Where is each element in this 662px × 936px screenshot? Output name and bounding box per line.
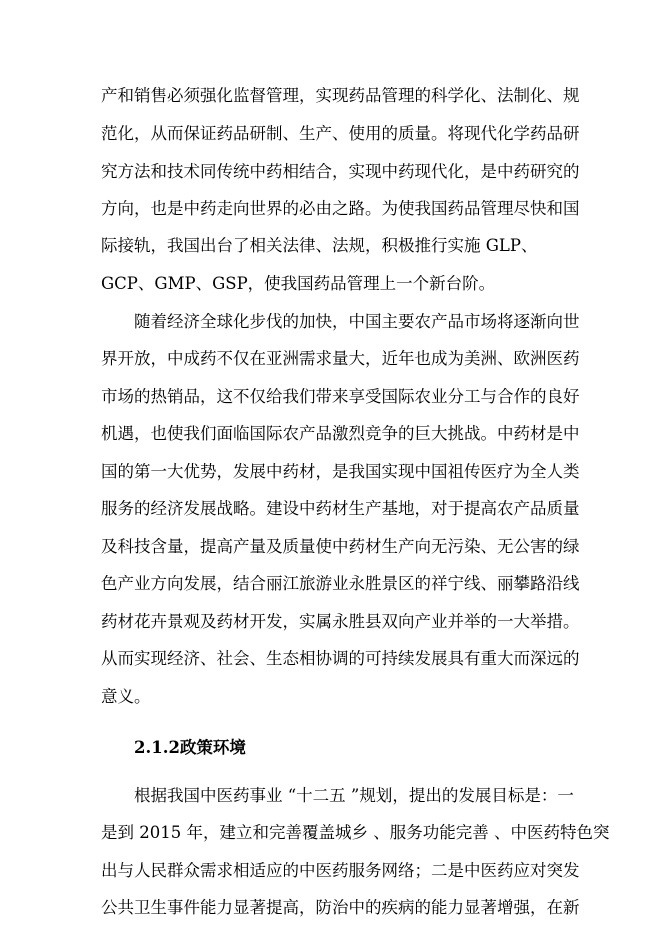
paragraph-2-line-4: 机遇，也使我们面临国际农产品激烈竞争的巨大挑战。中药材是中 <box>101 424 580 443</box>
paragraph-2-line-2: 界开放，中成药不仅在亚洲需求量大，近年也成为美洲、欧洲医药 <box>101 349 580 368</box>
paragraph-2-line-9: 药材花卉景观及药材开发，实属永胜县双向产业并举的一大举措。 <box>101 612 580 631</box>
paragraph-2-line-5: 国的第一大优势，发展中药材，是我国实现中国祖传医疗为全人类 <box>101 462 580 481</box>
paragraph-1-line-1: 产和销售必须强化监督管理，实现药品管理的科学化、法制化、规 <box>101 86 580 105</box>
section-heading: 2.1.2政策环境 <box>134 738 246 757</box>
section-paragraph-line-3: 出与人民群众需求相适应的中医药服务网络；二是中医药应对突发 <box>101 861 580 880</box>
paragraph-2-line-6: 服务的经济发展战略。建设中药材生产基地，对于提高农产品质量 <box>101 499 580 518</box>
paragraph-1-line-2: 范化，从而保证药品研制、生产、使用的质量。将现代化学药品研 <box>101 124 580 143</box>
paragraph-2-line-1: 随着经济全球化步伐的加快，中国主要农产品市场将逐渐向世 <box>134 312 580 331</box>
paragraph-1-line-4: 方向，也是中药走向世界的必由之路。为使我国药品管理尽快和国 <box>101 199 580 218</box>
paragraph-1-line-3: 究方法和技术同传统中药相结合，实现中药现代化，是中药研究的 <box>101 162 580 181</box>
paragraph-1-line-6: GCP、GMP、GSP，使我国药品管理上一个新台阶。 <box>101 274 496 293</box>
paragraph-1-line-5: 际接轨，我国出台了相关法律、法规，积极推行实施 GLP、 <box>101 236 538 255</box>
paragraph-2-line-10: 从而实现经济、社会、生态相协调的可持续发展具有重大而深远的 <box>101 649 580 668</box>
section-paragraph-line-4: 公共卫生事件能力显著提高，防治中的疾病的能力显著增强，在新 <box>101 898 580 917</box>
section-paragraph-line-1: 根据我国中医药事业 “十二五 ”规划，提出的发展目标是：一 <box>134 786 574 805</box>
paragraph-2-line-11: 意义。 <box>101 687 151 706</box>
paragraph-2-line-3: 市场的热销品，这不仅给我们带来享受国际农业分工与合作的良好 <box>101 387 580 406</box>
paragraph-2-line-7: 及科技含量，提高产量及质量使中药材生产向无污染、无公害的绿 <box>101 537 580 556</box>
paragraph-2-line-8: 色产业方向发展，结合丽江旅游业永胜景区的祥宁线、丽攀路沿线 <box>101 574 580 593</box>
section-paragraph-line-2: 是到 2015 年，建立和完善覆盖城乡 、服务功能完善 、中医药特色突 <box>101 823 610 842</box>
